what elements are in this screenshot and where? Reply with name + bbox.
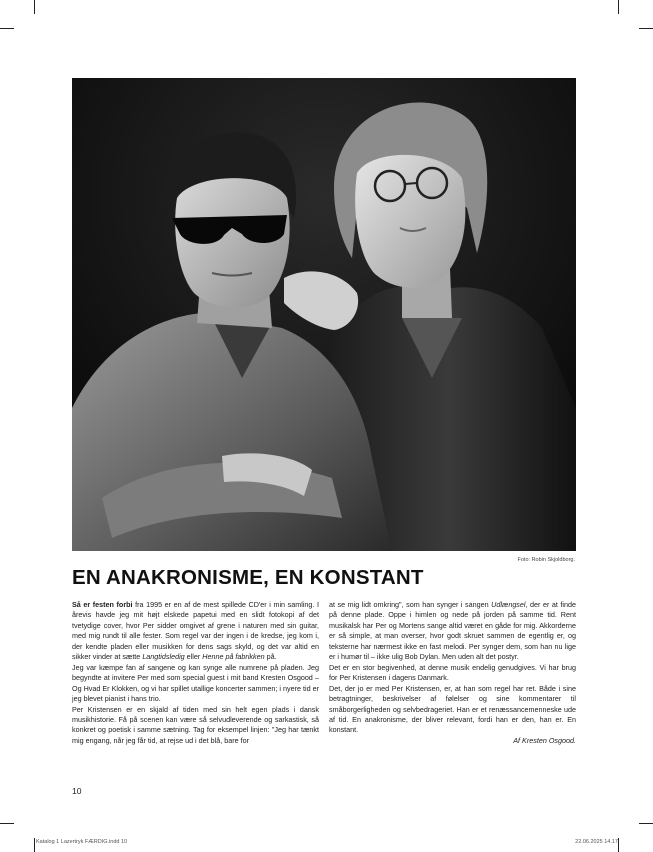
paragraph: Jeg var kæmpe fan af sangene og kan synge alle numrene på pladen. Jeg begyndte at invitere Per med som special guest i mit band Kresten Osgood – Og Hvad Er Klokken, og vi har spillet utallige koncerter sammen; i nyere tid er jeg blevet pianist i hans trio. xyxy=(72,662,319,704)
song-title: Henne på fabrikken xyxy=(202,652,265,662)
crop-mark xyxy=(618,838,619,852)
lead-in: Så er festen forbi xyxy=(72,600,133,609)
author-signature: Af Kresten Osgood. xyxy=(513,735,576,745)
paragraph-text: , der er at finde på denne plade. Oppe i himlen og nede på jorden på samme tid. Rent musikalsk har Per og Mortens sange altid været en gåde for mig. Akkorderne er så simple, at man overser, hvor godt skruet sammen de egentlig er, og teksterne har nærmest ikke en fast melodi. Per synger dem, som han nu lige er i humør til – ikke ulig Bob Dylan. Men uden alt det postyr. xyxy=(329,600,576,662)
paragraph: Det, der jo er med Per Kristensen, er, at han som regel har ret. Både i sine betragtninger, beskrivelser af følelser og sine kommentarer til småborgerligheden og selvbedrageriet. Han er et renæssancemenneske ude af tid. En anakronisme, der bliver relevant, fordi han er den, han er. En konstant. xyxy=(329,683,576,735)
crop-mark xyxy=(0,28,14,29)
paragraph: Det er en stor begivenhed, at denne musik endelig genudgives. Vi har brug for Per Kristensen i dagens Danmark. xyxy=(329,662,576,683)
crop-mark xyxy=(34,0,35,14)
photo-credit: Foto: Robin Skjoldborg. xyxy=(517,557,575,563)
paragraph-text: fra 1995 er en af de mest spillede CD'er i min samling. I årevis havde jeg mit højt elskede papetui med en slidt fotokopi af det tvetydige cover, hvor Per sidder omgivet af grene i naturen med sin guitar, med mig rundt til alle fester. Som regel var der ingen i de kredse, jeg kom i, der kendte pladen eller musikken for dens sags skyld, og det var altid en sikker vinder at sætte xyxy=(72,600,320,662)
crop-mark xyxy=(618,0,619,14)
song-title: Udlængsel xyxy=(491,600,526,609)
paragraph-text: at se mig lidt omkring", som han synger i sangen xyxy=(329,600,492,609)
portrait-photo-icon xyxy=(72,78,576,551)
article-column-left xyxy=(72,600,319,746)
song-title: Langtidsledig xyxy=(142,652,185,662)
paragraph: Per Kristensen er en skjald af tiden med sin helt egen plads i dansk musikhistorie. Få på scenen kan være så selvudleverende og sarkastisk, så konkret og poetisk i samme sætning. Tag for eksempel linjen: "Jeg har tænkt mig engang, når jeg får tid, at rejse ud i det blå, bare for xyxy=(72,704,319,745)
portrait-photo xyxy=(72,78,576,551)
paragraph xyxy=(72,600,319,663)
article-headline: EN ANAKRONISME, EN KONSTANT xyxy=(72,566,424,589)
article-column-right xyxy=(329,600,576,746)
footer-timestamp: 22.06.2025 14.17 xyxy=(575,839,618,845)
crop-mark xyxy=(0,823,14,824)
crop-mark xyxy=(639,823,653,824)
paragraph-text: eller xyxy=(184,652,203,662)
paragraph-text: på. xyxy=(264,652,277,662)
page-number: 10 xyxy=(72,786,82,796)
crop-mark xyxy=(34,838,35,852)
footer-file-slug: Katalog 1 Lazertryk FÆRDIG.indd 10 xyxy=(36,839,128,845)
crop-mark xyxy=(639,28,653,29)
paragraph xyxy=(329,600,576,663)
